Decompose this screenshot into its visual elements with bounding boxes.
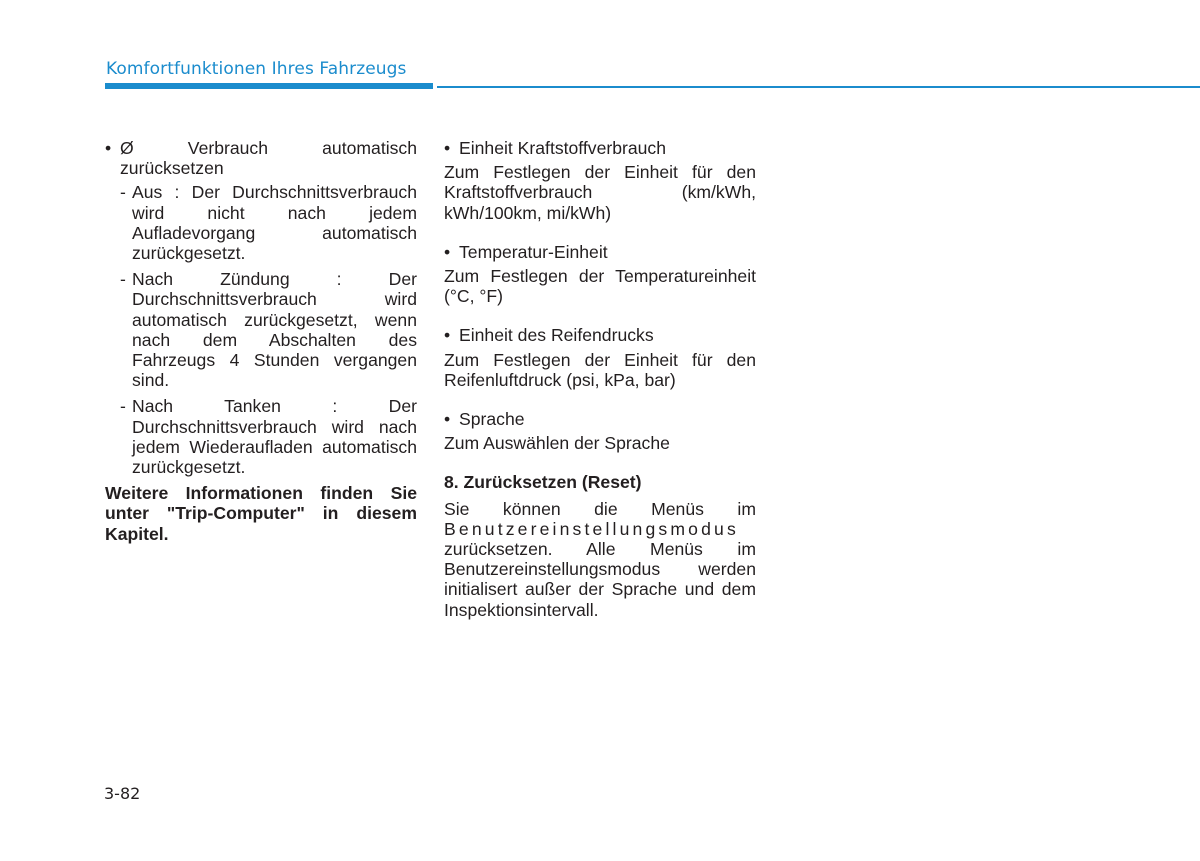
item-description: Zum Festlegen der Temperatureinheit (°C, °F) bbox=[444, 266, 756, 307]
chapter-title: Komfortfunktionen Ihres Fahrzeugs bbox=[106, 59, 407, 79]
item-language bbox=[444, 409, 756, 429]
bullet-mark: • bbox=[444, 409, 451, 430]
bullet-mark: • bbox=[105, 138, 112, 158]
page-number: 3-82 bbox=[104, 784, 141, 803]
right-column bbox=[444, 138, 756, 620]
bullet-mark: • bbox=[444, 325, 451, 346]
dash-mark: - bbox=[120, 182, 126, 203]
reset-heading: 8. Zurücksetzen (Reset) bbox=[444, 472, 642, 493]
sub-item-after-ignition bbox=[120, 269, 417, 390]
bullet-item-average-consumption bbox=[105, 138, 417, 178]
item-title: Temperatur-Einheit bbox=[459, 241, 608, 262]
item-tire-pressure-unit bbox=[444, 325, 756, 345]
item-description: Zum Festlegen der Einheit für den Kraftstoffverbrauch (km/kWh, kWh/100km, mi/kWh) bbox=[444, 162, 756, 223]
item-temperature-unit bbox=[444, 242, 756, 262]
sub-item-text: Aus : Der Durchschnittsverbrauch wird nicht nach jedem Aufladevorgang automatisch zurückgesetzt. bbox=[132, 182, 417, 264]
reset-paragraph bbox=[444, 499, 756, 620]
item-fuel-unit bbox=[444, 138, 756, 158]
reset-line-1: Sie können die Menüs im bbox=[444, 498, 756, 519]
info-note: Weitere Informationen finden Sie unter "Trip-Computer" in diesem Kapitel. bbox=[105, 483, 417, 544]
sub-item-text: Nach Tanken : Der Durchschnittsverbrauch wird nach jedem Wiederaufladen automatisch zurückgesetzt. bbox=[132, 396, 417, 478]
bullet-mark: • bbox=[444, 241, 451, 262]
header-rule-thin bbox=[437, 86, 1200, 88]
item-title: Einheit Kraftstoffverbrauch bbox=[459, 138, 667, 158]
item-description: Zum Auswählen der Sprache bbox=[444, 433, 670, 454]
header-rule-thick bbox=[105, 83, 433, 89]
bullet-mark: • bbox=[444, 138, 451, 158]
item-title: Sprache bbox=[459, 409, 525, 430]
left-column bbox=[105, 138, 417, 544]
item-description: Zum Festlegen der Einheit für den Reifenluftdruck (psi, kPa, bar) bbox=[444, 349, 756, 390]
sub-item-after-refuel bbox=[120, 396, 417, 477]
dash-mark: - bbox=[120, 396, 126, 417]
sub-item-off bbox=[120, 182, 417, 263]
item-title: Einheit des Reifendrucks bbox=[459, 325, 654, 346]
reset-line-rest: zurücksetzen. Alle Menüs im Benutzereinstellungsmodus werden initialisert außer der Sprache und dem Inspektionsintervall. bbox=[444, 539, 756, 620]
bullet-text: Ø Verbrauch automatisch zurücksetzen bbox=[120, 138, 417, 179]
dash-mark: - bbox=[120, 269, 126, 290]
sub-item-text: Nach Zündung : Der Durchschnittsverbrauch wird automatisch zurückgesetzt, wenn nach dem Abschalten des Fahrzeugs 4 Stunden vergangen sind. bbox=[132, 269, 417, 391]
reset-line-2: Benutzereinstellungsmodus bbox=[444, 518, 739, 539]
